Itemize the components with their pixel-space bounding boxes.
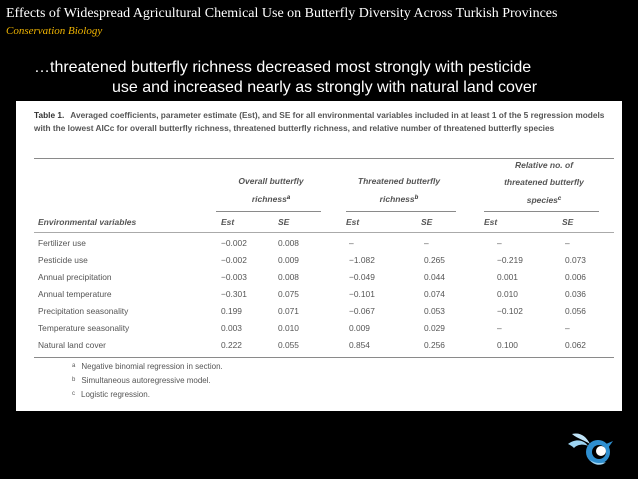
- cell-value: 0.075: [278, 289, 299, 299]
- table-row: [16, 303, 622, 320]
- cell-variable: Annual temperature: [38, 289, 112, 299]
- cell-value: 0.044: [424, 272, 445, 282]
- cell-value: 0.010: [278, 323, 299, 333]
- cell-value: 0.009: [278, 255, 299, 265]
- cell-value: 0.265: [424, 255, 445, 265]
- cell-value: 0.056: [565, 306, 586, 316]
- cell-value: −0.002: [221, 255, 247, 265]
- group-header-line: Overall butterfly: [238, 176, 304, 186]
- cell-variable: Annual precipitation: [38, 272, 112, 282]
- group-underline: [346, 211, 456, 212]
- bottom-rule: [34, 357, 614, 358]
- group-header-line: Threatened butterfly: [357, 176, 441, 186]
- cell-value: −0.219: [497, 255, 523, 265]
- group-header-text: richness: [251, 194, 287, 204]
- cell-value: 0.003: [221, 323, 242, 333]
- group-header-text: richness: [379, 194, 415, 204]
- cell-value: 0.055: [278, 340, 299, 350]
- col-header-est-overall: Est: [221, 217, 235, 227]
- group-underline: [484, 211, 599, 212]
- cell-value: –: [424, 238, 429, 248]
- footnote-mark: c: [72, 391, 75, 397]
- footnote-text: Negative binomial regression in section.: [81, 362, 223, 371]
- cell-value: 0.854: [349, 340, 370, 350]
- cell-value: −0.101: [349, 289, 375, 299]
- cell-value: 0.199: [221, 306, 242, 316]
- cell-value: −1.082: [349, 255, 375, 265]
- slide-subtitle: Conservation Biology: [6, 25, 103, 37]
- group-header-text: species: [526, 195, 558, 205]
- footnote-mark: b: [72, 377, 76, 383]
- col-header-se-overall: SE: [278, 217, 290, 227]
- group-header-line: Relative no. of: [514, 160, 574, 170]
- cell-value: –: [497, 323, 502, 333]
- cell-value: 0.036: [565, 289, 586, 299]
- cell-value: 0.010: [497, 289, 518, 299]
- footnote-link[interactable]: a: [286, 195, 291, 201]
- group-header-line: [484, 191, 604, 209]
- cell-variable: Natural land cover: [38, 340, 106, 350]
- table-caption: [34, 109, 614, 135]
- group-header-line: [216, 190, 326, 208]
- table-caption-text: Averaged coefficients, parameter estimate (Est), and SE for all environmental variables included in at least 1 of the 5 regression models with the lowest AICc for overall butterfly richness, threatened butterfly richness, and relative number of threatened butterfly species: [34, 110, 605, 133]
- cell-value: 0.053: [424, 306, 445, 316]
- table-row: [16, 235, 622, 252]
- col-header-est-relative: Est: [484, 217, 498, 227]
- cell-value: −0.003: [221, 272, 247, 282]
- table-row: [16, 269, 622, 286]
- header-rule: [34, 232, 614, 233]
- cell-value: −0.049: [349, 272, 375, 282]
- footnote-text: Logistic regression.: [81, 390, 150, 399]
- headline-line-1: …threatened butterfly richness decreased most strongly with pesticide: [34, 59, 532, 76]
- slide-title: Effects of Widespread Agricultural Chemical Use on Butterfly Diversity Across Turkish Provinces: [6, 6, 558, 21]
- table-number: Table 1.: [34, 110, 65, 120]
- headline-line-2: use and increased nearly as strongly with natural land cover: [112, 79, 538, 96]
- cell-variable: Temperature seasonality: [38, 323, 130, 333]
- footnote-link[interactable]: c: [557, 196, 562, 202]
- footnote: [72, 362, 223, 371]
- table-row: [16, 337, 622, 354]
- cell-value: −0.002: [221, 238, 247, 248]
- cell-value: −0.102: [497, 306, 523, 316]
- col-header-est-threatened: Est: [346, 217, 360, 227]
- cell-value: 0.008: [278, 238, 299, 248]
- cell-value: –: [497, 238, 502, 248]
- cell-variable: Pesticide use: [38, 255, 88, 265]
- footnote-link[interactable]: b: [414, 195, 419, 201]
- cell-value: 0.029: [424, 323, 445, 333]
- col-header-se-threatened: SE: [421, 217, 433, 227]
- cell-value: −0.301: [221, 289, 247, 299]
- footnote: [72, 376, 211, 385]
- group-header-overall: [216, 173, 326, 208]
- group-header-relative: [484, 157, 604, 209]
- cell-value: 0.009: [349, 323, 370, 333]
- table-image: [16, 101, 622, 411]
- col-header-se-relative: SE: [562, 217, 574, 227]
- cell-value: 0.074: [424, 289, 445, 299]
- cell-value: –: [349, 238, 354, 248]
- cell-value: 0.222: [221, 340, 242, 350]
- group-header-line: [339, 190, 459, 208]
- footnote: [72, 390, 150, 399]
- table-row: [16, 286, 622, 303]
- cell-value: 0.062: [565, 340, 586, 350]
- cell-value: 0.006: [565, 272, 586, 282]
- cell-variable: Precipitation seasonality: [38, 306, 129, 316]
- cell-value: 0.071: [278, 306, 299, 316]
- cell-value: 0.008: [278, 272, 299, 282]
- group-header-threatened: [339, 173, 459, 208]
- footnote-text: Simultaneous autoregressive model.: [81, 376, 211, 385]
- bird-logo-icon: [566, 430, 614, 468]
- footnote-mark: a: [72, 363, 76, 369]
- cell-variable: Fertilizer use: [38, 238, 86, 248]
- cell-value: –: [565, 323, 570, 333]
- cell-value: 0.100: [497, 340, 518, 350]
- group-header-line: threatened butterfly: [504, 177, 584, 187]
- headline: [34, 58, 604, 98]
- cell-value: 0.073: [565, 255, 586, 265]
- cell-value: 0.256: [424, 340, 445, 350]
- col-header-variables: Environmental variables: [38, 217, 137, 227]
- cell-value: 0.001: [497, 272, 518, 282]
- cell-value: –: [565, 238, 570, 248]
- table-row: [16, 252, 622, 269]
- cell-value: −0.067: [349, 306, 375, 316]
- table-row: [16, 320, 622, 337]
- group-underline: [216, 211, 321, 212]
